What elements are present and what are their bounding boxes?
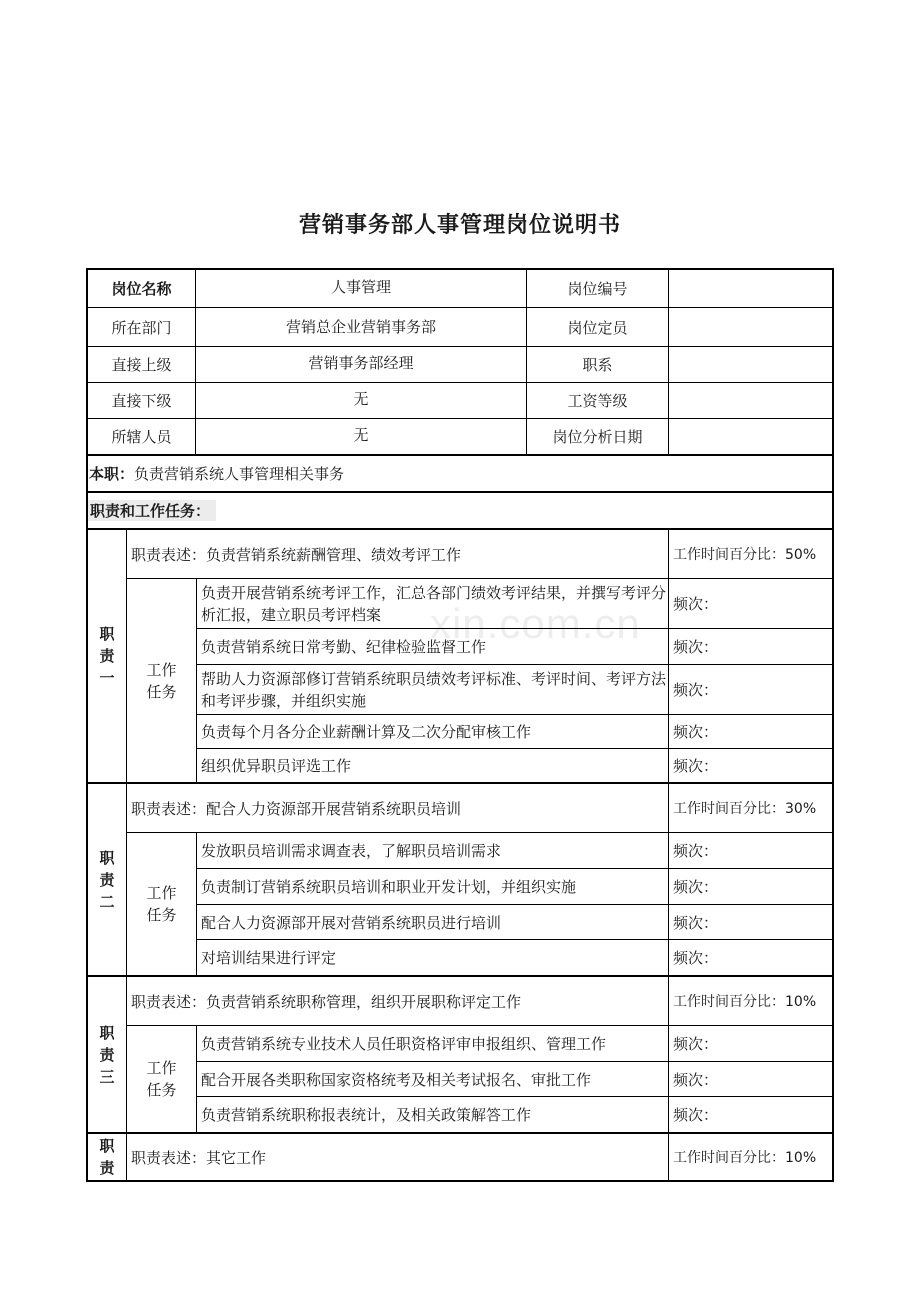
field-label: 岗位名称 (111, 280, 172, 298)
duty-name: 职 责 三 (99, 1023, 115, 1086)
field-value (668, 347, 834, 382)
frequency: 频次： (668, 868, 834, 904)
task-label: 工作 任务 (126, 1025, 196, 1132)
info-row (88, 382, 832, 418)
duty-block (88, 975, 832, 1132)
task-item: 对培训结果进行评定 (196, 939, 668, 975)
role-text: 负责营销系统人事管理相关事务 (134, 465, 345, 483)
duty-block (88, 1132, 832, 1180)
duty-name: 职 责 (99, 1137, 115, 1177)
duties-header: 职责和工作任务： (88, 500, 216, 521)
frequency: 频次： (668, 714, 834, 748)
task-label: 工作 任务 (126, 832, 196, 975)
duty-block (88, 782, 832, 975)
task-item: 发放职员培训需求调查表，了解职员培训需求 (196, 832, 668, 868)
field-value: 营销总企业营销事务部 (195, 308, 526, 346)
job-description-table (86, 268, 834, 1182)
frequency: 频次： (668, 904, 834, 939)
frequency: 频次： (668, 1096, 834, 1132)
field-value: 无 (195, 383, 526, 418)
task-item: 负责每个月各分企业薪酬计算及二次分配审核工作 (196, 714, 668, 748)
info-row (88, 346, 832, 382)
info-row (88, 307, 832, 346)
field-label: 工资等级 (526, 383, 668, 418)
task-item: 负责营销系统日常考勤、纪律检验监督工作 (196, 628, 668, 664)
duty-name: 职 责 一 (99, 625, 115, 687)
time-percent: 工作时间百分比：10% (673, 1150, 817, 1166)
field-value (668, 383, 834, 418)
watermark: xin.com.cn (430, 600, 641, 647)
duty-statement: 职责表述：其它工作 (126, 1134, 668, 1180)
task-item: 负责开展营销系统考评工作，汇总各部门绩效考评结果，并撰写考评分析汇报，建立职员考评档案 (196, 578, 668, 628)
task-label: 工作 任务 (126, 578, 196, 782)
field-label: 直接上级 (111, 356, 172, 374)
frequency: 频次： (668, 1061, 834, 1096)
field-label: 所辖人员 (111, 428, 172, 446)
frequency: 频次： (668, 748, 834, 782)
field-value: 营销事务部经理 (195, 347, 526, 382)
info-row (88, 270, 832, 307)
field-label: 岗位分析日期 (526, 419, 668, 454)
duty-statement: 职责表述：负责营销系统薪酬管理、绩效考评工作 (126, 530, 668, 578)
frequency: 频次： (668, 832, 834, 868)
task-item: 负责制订营销系统职员培训和职业开发计划，并组织实施 (196, 868, 668, 904)
field-label: 所在部门 (111, 318, 172, 337)
task-item: 组织优异职员评选工作 (196, 748, 668, 782)
task-item: 配合人力资源部开展对营销系统职员进行培训 (196, 904, 668, 939)
frequency: 频次： (668, 1025, 834, 1061)
field-label: 岗位编号 (526, 270, 668, 307)
field-label: 岗位定员 (526, 308, 668, 346)
field-value (668, 270, 834, 307)
time-percent: 工作时间百分比：10% (673, 994, 817, 1010)
task-item: 帮助人力资源部修订营销系统职员绩效考评标准、考评时间、考评方法和考评步骤，并组织实施 (196, 664, 668, 714)
duty-block (88, 528, 832, 782)
task-item: 负责营销系统职称报表统计，及相关政策解答工作 (196, 1096, 668, 1132)
time-percent: 工作时间百分比：30% (673, 801, 817, 817)
task-item: 负责营销系统专业技术人员任职资格评审申报组织、管理工作 (196, 1025, 668, 1061)
field-label: 职系 (526, 347, 668, 382)
role-label: 本职： (89, 465, 135, 483)
duty-name: 职 责 二 (99, 848, 115, 911)
time-percent: 工作时间百分比：50% (673, 547, 817, 563)
field-value: 无 (195, 419, 526, 454)
info-row (88, 418, 832, 454)
frequency: 频次： (668, 578, 834, 628)
page-title: 营销事务部人事管理岗位说明书 (298, 213, 621, 238)
frequency: 频次： (668, 664, 834, 714)
role-row (88, 454, 832, 491)
field-value (668, 419, 834, 454)
frequency: 频次： (668, 628, 834, 664)
field-label: 直接下级 (111, 392, 172, 410)
duty-statement: 职责表述：配合人力资源部开展营销系统职员培训 (126, 784, 668, 832)
field-value (668, 308, 834, 346)
frequency: 频次： (668, 939, 834, 975)
duties-header-row (88, 491, 832, 528)
duty-statement: 职责表述：负责营销系统职称管理，组织开展职称评定工作 (126, 977, 668, 1025)
field-value: 人事管理 (195, 270, 526, 307)
task-item: 配合开展各类职称国家资格统考及相关考试报名、审批工作 (196, 1061, 668, 1096)
